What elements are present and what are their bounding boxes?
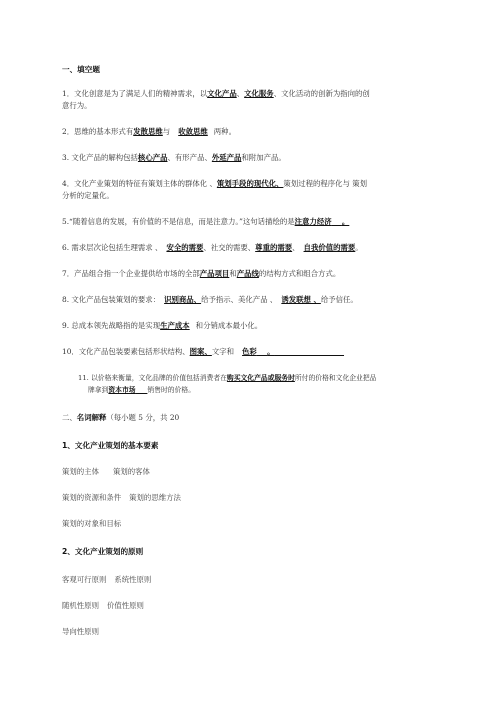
question-4-line-2: 分析的定量化。 bbox=[62, 191, 114, 200]
answer-2b: 收敛思维 bbox=[178, 127, 208, 136]
term-row-4: 客观可行原则 系统性原则 bbox=[62, 575, 152, 584]
answer-6b: 尊重的需要 bbox=[255, 243, 293, 252]
answer-3b: 外延产品 bbox=[211, 153, 242, 162]
term-row-1: 策划的主体 策划的客体 bbox=[62, 467, 150, 476]
section-title-definitions: 二、名词解释（每小题 5 分，共 20 bbox=[62, 413, 180, 422]
answer-8b: 诱发联想 、 bbox=[281, 295, 321, 304]
question-5: 5.“随着信息的发展，有价值的不是信息，而是注意力。”这句话描绘的是注意力经济 。 bbox=[62, 217, 350, 226]
question-1-line-2: 意行为。 bbox=[62, 101, 92, 110]
question-8: 8. 文化产品包装策划的要求： 识别商品、给予指示、美化产品 、 诱发联想 、给予信任。 bbox=[62, 295, 358, 304]
answer-11a: 购买文化产品或服务时 bbox=[226, 374, 295, 382]
answer-8a: 识别商品、 bbox=[164, 295, 202, 304]
question-6: 6. 需求层次论包括生理需求 、 安全的需要、社交的需要、尊重的需要、 自我价值的需要。 bbox=[62, 243, 363, 252]
question-2: 2．思维的基本形式有发散思维与 收敛思维 两种。 bbox=[62, 127, 236, 136]
section-title-fill-in: 一、填空题 bbox=[62, 65, 100, 74]
answer-1a: 文化产品 bbox=[207, 89, 237, 98]
question-10: 10．文化产品包装要素包括形状结构、图案、文字和 色彩 。 bbox=[62, 347, 275, 356]
answer-6a: 安全的需要 bbox=[166, 243, 204, 252]
answer-9: 生产成本 bbox=[160, 321, 190, 330]
answer-2a: 发散思维 bbox=[133, 127, 163, 136]
term-row-6: 导向性原则 bbox=[62, 627, 99, 636]
heading-basic-elements: 1、文化产业策划的基本要素 bbox=[62, 441, 159, 450]
answer-4: 策划手段的现代化、 bbox=[216, 179, 284, 188]
question-9: 9. 总成本领先战略指的是实现生产成本 和分销成本最小化。 bbox=[62, 321, 263, 330]
term-row-3: 策划的对象和目标 bbox=[62, 519, 122, 528]
term-row-2: 策划的资源和条件 策划的思维方法 bbox=[62, 493, 181, 502]
heading-principles: 2、文化产业策划的原则 bbox=[62, 547, 144, 556]
answer-10a: 图案、 bbox=[189, 347, 212, 356]
question-11-line-1: 11. 以价格来衡量，文化品牌的价值包括消费者在购买文化产品或服务时所付的价格和文化企业把品 bbox=[78, 374, 377, 382]
answer-7a: 产品项目 bbox=[199, 269, 230, 278]
answer-10b: 色彩 bbox=[242, 347, 257, 356]
question-4-line-1: 4．文化产业策划的特征有策划主体的群体化 、策划手段的现代化、策划过程的程序化与 策划 bbox=[62, 179, 368, 188]
answer-1b: 文化服务 bbox=[244, 89, 274, 98]
question-7: 7．产品组合指一个企业提供给市场的全部产品项目和产品线的结构方式和组合方式。 bbox=[62, 269, 341, 278]
term-row-5: 随机性原则 价值性原则 bbox=[62, 601, 144, 610]
question-11-line-2: 牌拿到资本市场 销售时的价格。 bbox=[88, 386, 195, 394]
answer-5: 注意力经济 bbox=[294, 217, 332, 226]
answer-7b: 产品线 bbox=[236, 269, 259, 278]
question-3: 3. 文化产品的解构包括核心产品、有形产品、外延产品和附加产品。 bbox=[62, 153, 286, 162]
answer-11b: 资本市场 bbox=[108, 386, 136, 394]
answer-6c: 自我价值的需要 bbox=[303, 243, 356, 252]
answer-3a: 核心产品 bbox=[137, 153, 168, 162]
question-1-line-1: 1．文化创意是为了满足人们的精神需求，以文化产品、文化服务、文化活动的创新为指向的创 bbox=[62, 89, 370, 98]
